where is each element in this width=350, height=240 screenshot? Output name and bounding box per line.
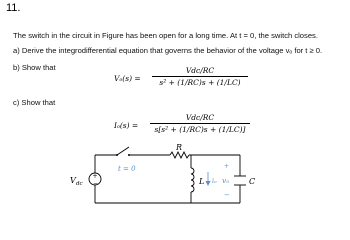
problem-number: 11. — [6, 2, 21, 14]
voltage-plus-sign: + — [224, 163, 230, 170]
inductor — [191, 168, 194, 192]
equation-c-denominator: s[s² + (1/RC)s + (1/LC)] — [154, 125, 246, 134]
resistor-label: R — [176, 143, 183, 152]
voltage-label: vₒ — [222, 176, 230, 185]
equation-b-numerator: Vdc/RC — [185, 66, 215, 75]
source-plus-sign: + — [92, 173, 98, 180]
switch-blade — [117, 147, 129, 155]
switch-time-label: t = 0 — [118, 165, 136, 173]
problem-statement: The switch in the circuit in Figure has been open for a long time. At t = 0, the switch closes. — [13, 31, 318, 40]
source-minus-sign: − — [93, 180, 99, 187]
capacitor-label: C — [249, 177, 256, 186]
source-label: V — [70, 176, 76, 185]
switch-pivot — [116, 154, 118, 156]
equation-c-numerator: Vdc/RC — [185, 113, 215, 122]
part-c-text: c) Show that — [13, 98, 56, 107]
equation-b-lhs: Vₒ(s) = — [114, 74, 141, 83]
part-a-text: a) Derive the integrodifferential equation that governs the behavior of the voltage vₒ for t ≥ 0. — [13, 46, 323, 55]
current-label: iₒ — [212, 177, 217, 185]
voltage-minus-sign: − — [224, 191, 230, 199]
equation-c-lhs: Iₒ(s) = — [114, 121, 139, 130]
source-label-sub: dc — [76, 181, 83, 187]
inductor-label: L — [199, 177, 205, 186]
resistor — [170, 152, 189, 158]
current-arrow-head — [206, 181, 211, 186]
equation-b-denominator: s² + (1/RC)s + (1/LC) — [159, 78, 241, 87]
switch-contact — [128, 154, 130, 156]
part-b-text: b) Show that — [13, 63, 56, 72]
